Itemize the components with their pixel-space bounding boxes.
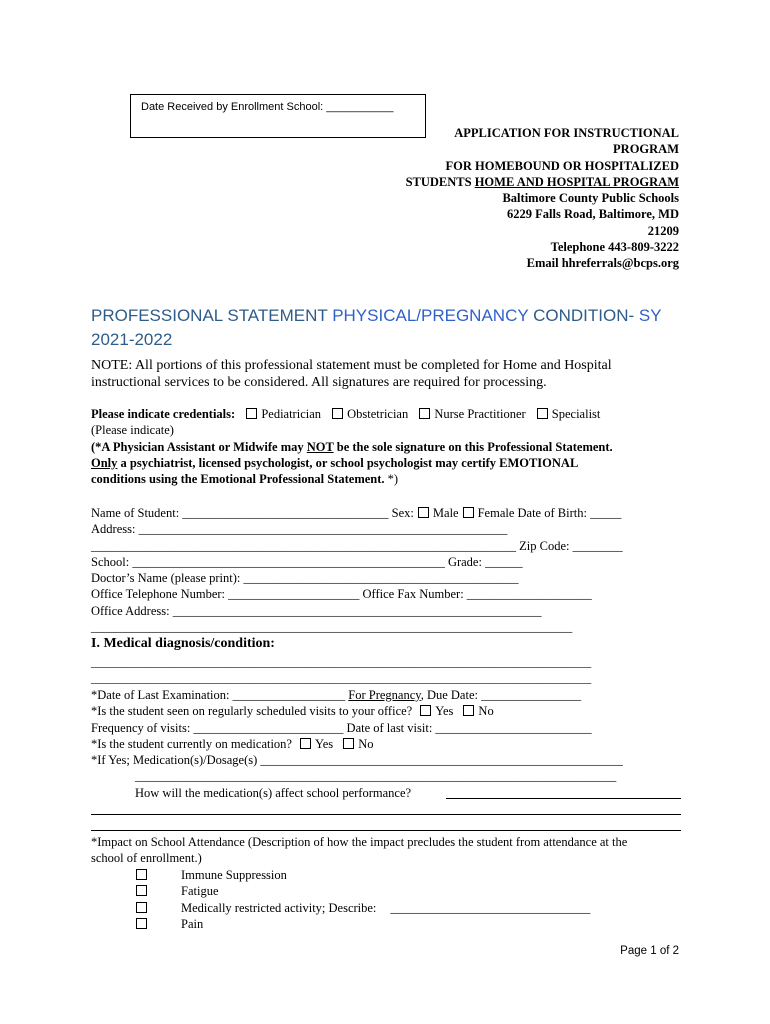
medication-question: *Is the student currently on medication? <box>91 736 292 751</box>
program-header <box>406 125 679 272</box>
page-number: Page 1 of 2 <box>620 945 679 957</box>
office-address-field[interactable]: Office Address: ___________________________________________________________ <box>91 603 542 618</box>
student-info: Name of Student: _________________________________ Sex: Male Female Date of Birth: _____ Address: ___________________________________________________________ ____________________________________________________________________ Zip Code: ________ School: __________________________________________________ Grade: ______ Doctor’s Name (please print): ____________________________________________ Office Telephone Number: _____________________ Office Fax Number: ____________________ Office Address: ___________________________________________________________ _____________________________________________________________________________ <box>91 506 623 635</box>
dosage-field-cont[interactable]: _____________________________________________________________________________ <box>135 769 617 784</box>
dosage-field[interactable]: *If Yes; Medication(s)/Dosage(s) __________________________________________________________ <box>91 753 623 768</box>
note: NOTE: All portions of this professional statement must be completed for Home and Hospital instructional services to be considered. All signatures are required for processing. <box>91 358 612 390</box>
medication-no-checkbox[interactable] <box>343 738 354 749</box>
male-checkbox[interactable] <box>418 507 429 518</box>
header-line-5: Baltimore County Public Schools <box>502 191 679 206</box>
nurse-practitioner-checkbox[interactable] <box>419 408 430 419</box>
header-line-6: 6229 Falls Road, Baltimore, MD <box>507 207 679 222</box>
program-name: HOME AND HOSPITAL PROGRAM <box>474 174 679 189</box>
medical-details: *Date of Last Examination: __________________ For Pregnancy, Due Date: ________________ *Is the student seen on regularly scheduled visits to your office? Yes No Frequency of visits: ________________________ Date of last visit: _________________________ *Is the student currently on medication? Yes No *If Yes; Medication(s)/Dosage(s) __________________________________________________________ _____________________________________________________________________________ <box>91 688 623 784</box>
pain-checkbox[interactable] <box>136 918 147 929</box>
date-received-label: Date Received by Enrollment School: ___________ <box>141 101 394 113</box>
female-checkbox[interactable] <box>463 507 474 518</box>
office-address-line-2[interactable]: _____________________________________________________________________________ <box>91 620 573 635</box>
form-title: PROFESSIONAL STATEMENT PHYSICAL/PREGNANCY CONDITION- SY 2021-2022 <box>91 304 662 352</box>
school-year: 2021-2022 <box>91 330 173 349</box>
date-of-birth-field[interactable]: Female Date of Birth: _____ <box>477 506 622 520</box>
visits-yes-checkbox[interactable] <box>420 705 431 716</box>
regular-visits-question: *Is the student seen on regularly scheduled visits to your office? <box>91 704 413 719</box>
describe-field[interactable]: ________________________________ <box>390 900 591 915</box>
impact-list <box>136 867 590 932</box>
date-received-box <box>130 94 426 138</box>
immune-suppression-checkbox[interactable] <box>136 869 147 880</box>
warning-line-3: conditions using the Emotional Professional Statement. *) <box>91 472 399 487</box>
impact-item-immune: Immune Suppression <box>136 867 590 883</box>
warning-line-1: (*A Physician Assistant or Midwife may NOT be the sole signature on this Professional Statement. <box>91 439 613 454</box>
last-exam-field[interactable]: *Date of Last Examination: __________________ For Pregnancy, Due Date: ________________ <box>91 688 582 702</box>
impact-item-restricted: Medically restricted activity; Describe: ________________________________ <box>136 900 590 916</box>
header-line-7: 21209 <box>647 223 679 238</box>
credentials-label: Please indicate credentials: <box>91 407 236 421</box>
affect-answer-line-1[interactable] <box>446 798 681 799</box>
address-field[interactable]: Address: ___________________________________________________________ <box>91 522 508 537</box>
header-line-9: Email hhreferrals@bcps.org <box>526 256 679 271</box>
credentials-section: Please indicate credentials: Pediatrician Obstetrician Nurse Practitioner Specialist (Please indicate) (*A Physician Assistant or Midwife may NOT be the sole signature on this Professional Statement. Only a psychiatrist, licensed psychologist, or school psychologist may certify EMOTIONAL conditions using the Emotional Professional Statement. *) <box>91 407 613 487</box>
medication-yes-checkbox[interactable] <box>300 738 311 749</box>
zip-code-field[interactable]: ____________________________________________________________________ Zip Code: ________ <box>91 538 623 553</box>
affect-answer-line-2[interactable] <box>91 814 681 815</box>
affect-answer-line-3[interactable] <box>91 830 681 831</box>
please-indicate: (Please indicate) <box>91 423 174 438</box>
impact-description: *Impact on School Attendance (Description of how the impact precludes the student from attendance at the school of enrollment.) <box>91 835 628 866</box>
header-line-8: Telephone 443-809-3222 <box>550 240 679 255</box>
header-line-4: STUDENTS HOME AND HOSPITAL PROGRAM <box>405 174 679 189</box>
header-line-2: PROGRAM <box>613 142 679 157</box>
restricted-activity-checkbox[interactable] <box>136 902 147 913</box>
impact-item-fatigue: Fatigue <box>136 883 590 899</box>
doctor-name-field[interactable]: Doctor’s Name (please print): ____________________________________________ <box>91 571 519 586</box>
name-of-student-field[interactable]: Name of Student: _________________________________ Sex: <box>91 506 414 520</box>
impact-item-pain: Pain <box>136 916 590 932</box>
frequency-field[interactable]: Frequency of visits: ________________________ Date of last visit: _________________________ <box>91 720 592 735</box>
pediatrician-checkbox[interactable] <box>246 408 257 419</box>
header-line-3: FOR HOMEBOUND OR HOSPITALIZED <box>445 158 679 173</box>
obstetrician-checkbox[interactable] <box>332 408 343 419</box>
specialist-checkbox[interactable] <box>537 408 548 419</box>
medical-heading: I. Medical diagnosis/condition: <box>91 636 275 651</box>
warning-line-2: Only a psychiatrist, licensed psychologist, or school psychologist may certify EMOTIONAL <box>91 455 579 470</box>
office-phone-fax-field[interactable]: Office Telephone Number: _____________________ Office Fax Number: ____________________ <box>91 587 592 602</box>
visits-no-checkbox[interactable] <box>463 705 474 716</box>
header-line-1: APPLICATION FOR INSTRUCTIONAL <box>454 126 679 140</box>
affect-question: How will the medication(s) affect school performance? <box>135 786 412 800</box>
fatigue-checkbox[interactable] <box>136 885 147 896</box>
diagnosis-blank-lines[interactable]: _______________________________________________________________________________________ _______________________________________________________________________________________ <box>91 657 592 686</box>
school-grade-field[interactable]: School: __________________________________________________ Grade: ______ <box>91 554 523 569</box>
